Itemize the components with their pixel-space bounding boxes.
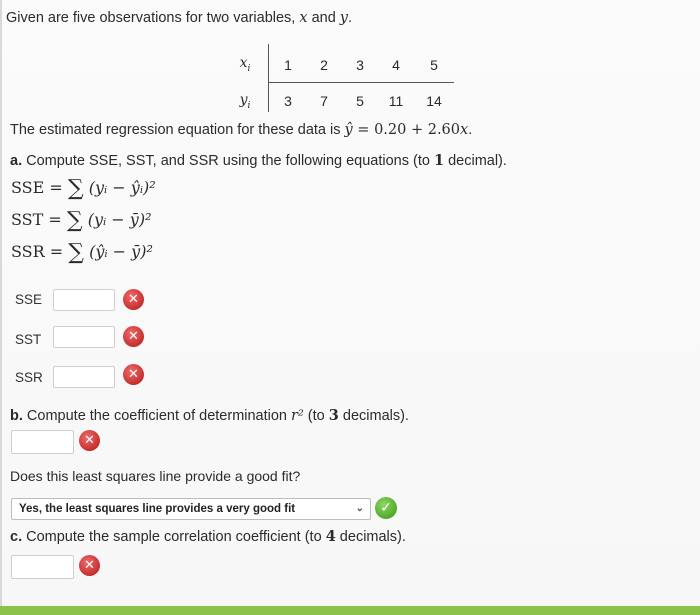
r-input[interactable]	[11, 555, 74, 579]
incorrect-icon: ✕	[79, 430, 100, 451]
table-vertical-rule	[268, 44, 269, 112]
sse-label: SSE	[15, 292, 43, 307]
table-x-cell: 4	[392, 57, 400, 73]
intro-end: .	[348, 10, 353, 26]
left-border	[0, 0, 2, 615]
part-b-text-end2: decimals).	[338, 408, 409, 424]
accent-bar	[0, 606, 700, 615]
incorrect-icon: ✕	[79, 555, 100, 576]
formula-sst: SST = ∑ (yᵢ − ȳ)²	[11, 208, 152, 233]
part-a-prompt	[10, 152, 507, 169]
formula-sse: SSE = ∑ (yᵢ − ŷᵢ)²	[11, 176, 156, 201]
table-x-cell: 1	[284, 57, 292, 73]
intro-text	[6, 10, 352, 26]
part-b-prefix: b.	[10, 408, 23, 424]
correct-icon: ✓	[375, 497, 397, 519]
incorrect-icon: ✕	[123, 326, 144, 347]
chevron-down-icon: ⌄	[355, 503, 364, 514]
part-c-prefix: c.	[10, 529, 23, 545]
part-c-text: Compute the sample correlation coefficient (to	[22, 529, 326, 545]
fit-select[interactable]	[11, 498, 371, 520]
intro-and: and	[307, 10, 340, 26]
regression-yhat: ŷ	[344, 122, 353, 138]
table-x-cell: 3	[356, 57, 364, 73]
part-a-text-end: decimal).	[444, 153, 507, 169]
table-horizontal-rule	[268, 82, 454, 83]
part-c-digits: 4	[325, 528, 336, 545]
ssr-input[interactable]	[53, 366, 115, 388]
incorrect-icon: ✕	[123, 289, 144, 310]
part-a-text: Compute SSE, SST, and SSR using the following equations (to	[22, 153, 434, 169]
part-c-prompt	[10, 528, 406, 545]
regression-equation: = 0.20 + 2.60	[352, 122, 461, 138]
incorrect-icon: ✕	[123, 364, 144, 385]
regression-var: x	[460, 122, 469, 138]
table-y-cell: 3	[284, 93, 292, 109]
part-b-prompt	[10, 407, 409, 424]
sst-input[interactable]	[53, 326, 115, 348]
sse-input[interactable]	[53, 289, 115, 311]
part-b-r2: r²	[291, 408, 304, 424]
table-y-cell: 11	[388, 93, 404, 109]
regression-text	[10, 122, 472, 138]
intro-text-main: Given are five observations for two variables,	[6, 10, 300, 26]
regression-text-main: The estimated regression equation for these data is	[10, 122, 345, 138]
regression-end: .	[468, 122, 473, 138]
table-y-cell: 5	[356, 93, 364, 109]
part-c-text-end: decimals).	[335, 529, 406, 545]
fit-select-value: Yes, the least squares line provides a very good fit	[19, 503, 296, 515]
table-header-x: $x_i$	[239, 55, 251, 74]
table-x-cell: 2	[320, 57, 328, 73]
ssr-label: SSR	[15, 370, 43, 385]
table-header-y: $y_i$	[239, 92, 251, 111]
part-b-text: Compute the coefficient of determination	[22, 408, 292, 424]
part-a-digits: 1	[433, 152, 445, 169]
intro-var-y: y	[339, 10, 348, 26]
sst-label: SST	[15, 332, 42, 347]
formula-ssr: SSR = ∑ (ŷᵢ − ȳ)²	[11, 240, 153, 265]
part-a-prefix: a.	[10, 153, 23, 169]
table-y-cell: 7	[320, 93, 328, 109]
r2-input[interactable]	[11, 430, 74, 454]
fit-question: Does this least squares line provide a good fit?	[10, 468, 301, 484]
intro-var-x: x	[299, 10, 308, 26]
table-y-cell: 14	[426, 93, 442, 109]
part-b-digits: 3	[328, 407, 339, 424]
table-x-cell: 5	[430, 57, 438, 73]
part-b-text-end: (to	[303, 408, 329, 424]
